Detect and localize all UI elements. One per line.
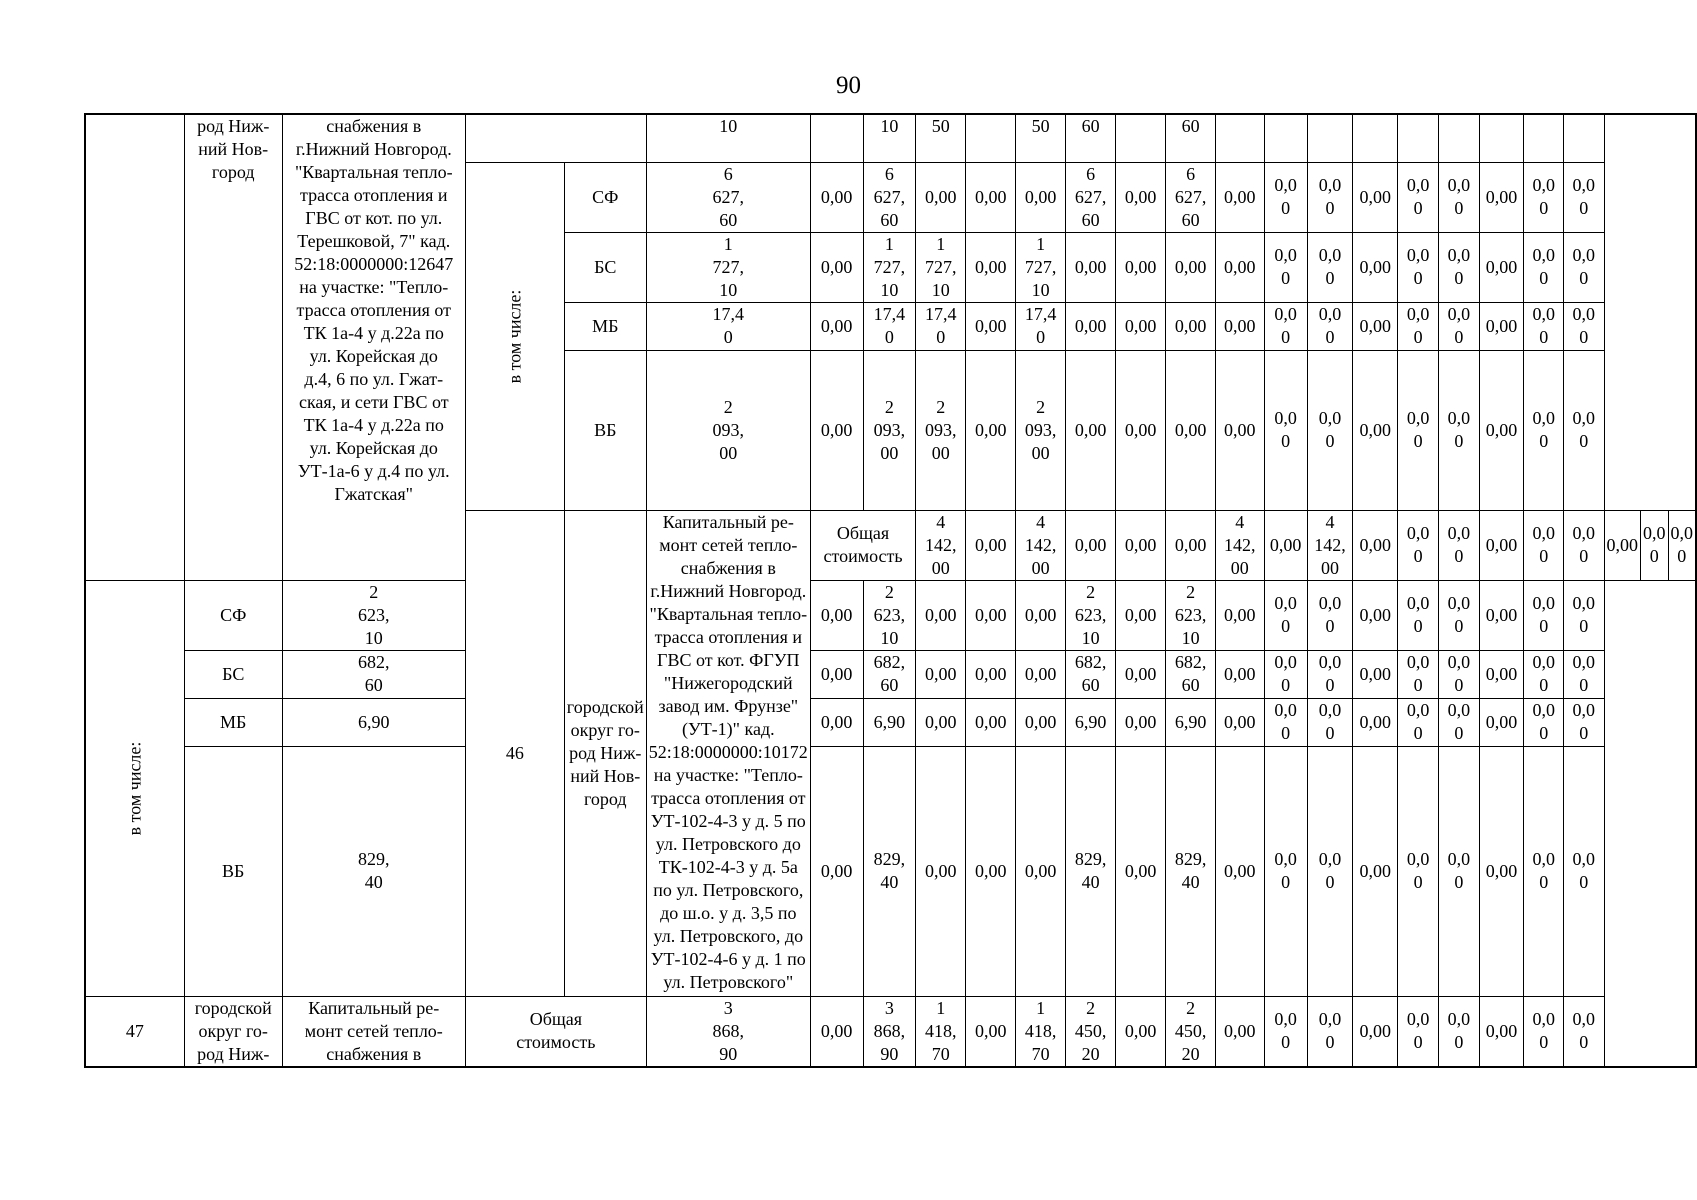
- value-cell: 0,00: [1479, 162, 1524, 232]
- value-cell: 4 142, 00: [1016, 510, 1066, 580]
- value-cell: 0,00: [1116, 698, 1166, 746]
- value-cell: 0,00: [966, 162, 1016, 232]
- value-cell: 0,00: [1479, 698, 1524, 746]
- value-cell: 4 142, 00: [916, 510, 966, 580]
- value-cell: 0,00: [1216, 996, 1264, 1067]
- value-cell: 6 627, 60: [646, 162, 810, 232]
- value-cell: 0,0 0: [1398, 510, 1439, 580]
- value-cell: 0,00: [1066, 510, 1116, 580]
- value-cell: 0,0 0: [1439, 302, 1479, 350]
- value-cell: 0,0 0: [1524, 698, 1563, 746]
- value-cell: 6,90: [1166, 698, 1216, 746]
- value-cell: 0,00: [1353, 232, 1398, 302]
- value-cell: 4 142, 00: [1307, 510, 1352, 580]
- value-cell: 0,0 0: [1439, 232, 1479, 302]
- value-cell: 0,00: [966, 510, 1016, 580]
- value-cell: 0,00: [1479, 350, 1524, 510]
- value-cell: 0,00: [1116, 232, 1166, 302]
- value-cell: 0,00: [1166, 302, 1216, 350]
- value-cell: 6,90: [282, 698, 465, 746]
- value-cell: 0,00: [966, 746, 1016, 996]
- value-cell: 0,00: [1016, 650, 1066, 698]
- value-cell: 0,00: [1216, 162, 1264, 232]
- table-row: [85, 114, 1696, 162]
- value-cell: 2 093, 00: [646, 350, 810, 510]
- value-cell: 0,0 0: [1563, 302, 1604, 350]
- value-cell: 0,0 0: [1264, 650, 1307, 698]
- value-cell: 0,00: [1353, 510, 1398, 580]
- item-number: [85, 114, 184, 580]
- value-cell: 2 623, 10: [282, 580, 465, 650]
- value-cell: 0,00: [1066, 302, 1116, 350]
- value-cell: 0,00: [1216, 302, 1264, 350]
- source-label: БС: [184, 650, 282, 698]
- value-cell: 17,4 0: [863, 302, 916, 350]
- value-cell: 0,00: [1479, 650, 1524, 698]
- value-cell: 0,00: [966, 996, 1016, 1067]
- value-cell: 0,00: [1116, 510, 1166, 580]
- value-cell: 0,0 0: [1264, 302, 1307, 350]
- value-cell: 2 093, 00: [916, 350, 966, 510]
- value-cell: 0,00: [1604, 510, 1641, 580]
- value-cell: 0,0 0: [1524, 302, 1563, 350]
- value-cell: 0,0 0: [1264, 580, 1307, 650]
- value-cell: 0,0 0: [1439, 350, 1479, 510]
- value-cell: 0,00: [916, 650, 966, 698]
- value-cell: 0,0 0: [1524, 746, 1563, 996]
- value-cell: 0,00: [966, 650, 1016, 698]
- municipality-cell: городской округ го- род Ниж-: [184, 996, 282, 1067]
- value-cell: 0,00: [1166, 350, 1216, 510]
- value-cell: 829, 40: [1066, 746, 1116, 996]
- value-cell: 0,0 0: [1439, 580, 1479, 650]
- program-table: [84, 113, 1697, 1068]
- value-cell: 0,00: [1353, 996, 1398, 1067]
- value-cell: [1307, 114, 1352, 162]
- value-cell: 0,00: [1353, 746, 1398, 996]
- value-cell: 0,0 0: [1307, 698, 1352, 746]
- value-cell: 0,00: [966, 580, 1016, 650]
- value-cell: 0,00: [810, 302, 863, 350]
- value-cell: 0,0 0: [1398, 746, 1439, 996]
- value-cell: 0,0 0: [1307, 162, 1352, 232]
- table-row: [85, 650, 1696, 698]
- value-cell: 3 868, 90: [863, 996, 916, 1067]
- value-cell: 0,00: [810, 350, 863, 510]
- value-cell: 0,0 0: [1439, 510, 1479, 580]
- value-cell: 0,0 0: [1563, 232, 1604, 302]
- value-cell: 0,00: [1216, 746, 1264, 996]
- value-cell: 0,0 0: [1524, 996, 1563, 1067]
- in-that-label: [465, 162, 564, 510]
- value-cell: 0,00: [1479, 746, 1524, 996]
- value-cell: [1439, 114, 1479, 162]
- value-cell: 682, 60: [1166, 650, 1216, 698]
- value-cell: 0,00: [810, 698, 863, 746]
- value-cell: 0,00: [1016, 162, 1066, 232]
- value-cell: 0,00: [1166, 232, 1216, 302]
- value-cell: 0,00: [1353, 580, 1398, 650]
- value-cell: 829, 40: [282, 746, 465, 996]
- value-cell: 0,0 0: [1563, 162, 1604, 232]
- value-cell: 0,0 0: [1307, 580, 1352, 650]
- value-cell: 0,00: [1479, 996, 1524, 1067]
- table-row: [85, 746, 1696, 996]
- table-row: [85, 996, 1696, 1067]
- value-cell: 0,0 0: [1398, 232, 1439, 302]
- value-cell: 0,0 0: [1398, 580, 1439, 650]
- value-cell: 0,0 0: [1264, 162, 1307, 232]
- value-cell: 0,0 0: [1398, 350, 1439, 510]
- value-cell: 6 627, 60: [1066, 162, 1116, 232]
- in-that-label-text: в том числе:: [504, 289, 525, 383]
- value-cell: 0,00: [916, 580, 966, 650]
- value-cell: 0,00: [1166, 510, 1216, 580]
- value-cell: 17,4 0: [1016, 302, 1066, 350]
- table-row: [85, 698, 1696, 746]
- value-cell: 829, 40: [863, 746, 916, 996]
- value-cell: 1 727, 10: [863, 232, 916, 302]
- value-cell: 0,0 0: [1398, 996, 1439, 1067]
- value-cell: 0,0 0: [1524, 162, 1563, 232]
- value-cell: 0,00: [1353, 650, 1398, 698]
- value-cell: 0,0 0: [1398, 302, 1439, 350]
- value-cell: 0,0 0: [1398, 698, 1439, 746]
- value-cell: 0,0 0: [1524, 510, 1563, 580]
- value-cell: 0,00: [1353, 162, 1398, 232]
- value-cell: 1 418, 70: [916, 996, 966, 1067]
- value-cell: 0,00: [1116, 302, 1166, 350]
- value-cell: 60: [1066, 114, 1116, 162]
- value-cell: 17,4 0: [646, 302, 810, 350]
- value-cell: 0,00: [916, 162, 966, 232]
- value-cell: [1479, 114, 1524, 162]
- description-cell: Капитальный ре- монт сетей тепло- снабжения в г.Нижний Новгород. "Квартальная тепло- трасса отопления и ГВС от кот. ФГУП "Нижегородский завод им. Фрунзе" (УТ-1)" кад. 52:18:0000000:10172 на участке: "Тепло- трасса отопления от УТ-102-4-3 у д. 5 по ул. Петровского до ТК-102-4-3 у д. 5а по ул. Петровского, до ш.о. у д. 3,5 по ул. Петровского, до УТ-102-4-6 у д. 1 по ул. Петровского": [646, 510, 810, 996]
- item-number: 47: [85, 996, 184, 1067]
- value-cell: 682, 60: [863, 650, 916, 698]
- value-cell: 6 627, 60: [863, 162, 916, 232]
- value-cell: 1 727, 10: [1016, 232, 1066, 302]
- value-cell: 0,0 0: [1264, 996, 1307, 1067]
- value-cell: 0,00: [1479, 302, 1524, 350]
- value-cell: 0,00: [1066, 232, 1116, 302]
- value-cell: 0,00: [1016, 580, 1066, 650]
- value-cell: 1 418, 70: [1016, 996, 1066, 1067]
- value-cell: 0,0 0: [1398, 162, 1439, 232]
- value-cell: 3 868, 90: [646, 996, 810, 1067]
- value-cell: 2 623, 10: [1166, 580, 1216, 650]
- item-number: 46: [465, 510, 564, 996]
- total-label: Общая стоимость: [810, 510, 915, 580]
- value-cell: 0,0 0: [1563, 698, 1604, 746]
- total-label: Общая стоимость: [465, 996, 646, 1067]
- value-cell: 0,0 0: [1439, 746, 1479, 996]
- value-cell: 0,0 0: [1439, 996, 1479, 1067]
- value-cell: 0,00: [810, 996, 863, 1067]
- value-cell: 0,00: [1216, 350, 1264, 510]
- source-label: БС: [564, 232, 646, 302]
- source-label: СФ: [564, 162, 646, 232]
- value-cell: 0,0 0: [1307, 746, 1352, 996]
- source-label: СФ: [184, 580, 282, 650]
- value-cell: 0,0 0: [1563, 580, 1604, 650]
- source-label: МБ: [184, 698, 282, 746]
- value-cell: 0,0 0: [1563, 996, 1604, 1067]
- value-cell: 1 727, 10: [646, 232, 810, 302]
- source-label: ВБ: [184, 746, 282, 996]
- value-cell: 0,00: [1116, 350, 1166, 510]
- value-cell: 0,00: [1479, 580, 1524, 650]
- value-cell: 0,00: [966, 232, 1016, 302]
- value-cell: 0,00: [966, 698, 1016, 746]
- value-cell: [1264, 114, 1307, 162]
- value-cell: 0,0 0: [1307, 650, 1352, 698]
- value-cell: 0,0 0: [1307, 350, 1352, 510]
- value-cell: 0,00: [1016, 698, 1066, 746]
- value-cell: 17,4 0: [916, 302, 966, 350]
- value-cell: 0,00: [916, 746, 966, 996]
- value-cell: [1398, 114, 1439, 162]
- value-cell: [1563, 114, 1604, 162]
- value-cell: 0,00: [966, 302, 1016, 350]
- value-cell: [966, 114, 1016, 162]
- municipality-cell: род Ниж- ний Нов- город: [184, 114, 282, 580]
- value-cell: [1353, 114, 1398, 162]
- value-cell: 829, 40: [1166, 746, 1216, 996]
- value-cell: 0,00: [1353, 350, 1398, 510]
- value-cell: 0,0 0: [1668, 510, 1696, 580]
- value-cell: 0,00: [1353, 698, 1398, 746]
- value-cell: 50: [1016, 114, 1066, 162]
- value-cell: 0,00: [1216, 650, 1264, 698]
- value-cell: 6,90: [863, 698, 916, 746]
- value-cell: 2 450, 20: [1066, 996, 1116, 1067]
- value-cell: 0,00: [1066, 350, 1116, 510]
- value-cell: 0,00: [1216, 232, 1264, 302]
- value-cell: [1216, 114, 1264, 162]
- value-cell: 6 627, 60: [1166, 162, 1216, 232]
- value-cell: 0,00: [1353, 302, 1398, 350]
- value-cell: 1 727, 10: [916, 232, 966, 302]
- value-cell: 0,0 0: [1439, 162, 1479, 232]
- value-cell: 0,0 0: [1563, 746, 1604, 996]
- value-cell: 0,0 0: [1307, 232, 1352, 302]
- value-cell: 0,0 0: [1524, 232, 1563, 302]
- value-cell: 2 093, 00: [1016, 350, 1066, 510]
- value-cell: 2 623, 10: [863, 580, 916, 650]
- table-row: [85, 580, 1696, 650]
- value-cell: 0,00: [1479, 232, 1524, 302]
- value-cell: 0,00: [1216, 580, 1264, 650]
- value-cell: 10: [646, 114, 810, 162]
- value-cell: 0,0 0: [1264, 232, 1307, 302]
- value-cell: 0,00: [810, 650, 863, 698]
- value-cell: 0,00: [1264, 510, 1307, 580]
- value-cell: 682, 60: [1066, 650, 1116, 698]
- value-cell: 0,00: [1479, 510, 1524, 580]
- value-cell: 50: [916, 114, 966, 162]
- value-cell: 0,00: [810, 232, 863, 302]
- value-cell: 0,00: [810, 580, 863, 650]
- value-cell: 0,0 0: [1524, 580, 1563, 650]
- description-cell: Капитальный ре- монт сетей тепло- снабжения в: [282, 996, 465, 1067]
- value-cell: 0,0 0: [1307, 302, 1352, 350]
- value-cell: 0,00: [1116, 650, 1166, 698]
- value-cell: 0,0 0: [1264, 350, 1307, 510]
- in-that-label: [85, 580, 184, 996]
- value-cell: 0,0 0: [1439, 650, 1479, 698]
- value-cell: 2 623, 10: [1066, 580, 1116, 650]
- value-cell: 0,0 0: [1439, 698, 1479, 746]
- value-cell: 0,0 0: [1641, 510, 1669, 580]
- value-cell: 0,00: [1116, 580, 1166, 650]
- value-cell: 0,00: [810, 746, 863, 996]
- value-cell: 0,0 0: [1398, 650, 1439, 698]
- value-cell: 682, 60: [282, 650, 465, 698]
- value-cell: 0,0 0: [1563, 350, 1604, 510]
- value-cell: 0,00: [916, 698, 966, 746]
- page-number: 90: [836, 72, 861, 99]
- value-cell: [1116, 114, 1166, 162]
- value-cell: 0,0 0: [1563, 510, 1604, 580]
- value-cell: 0,00: [1216, 698, 1264, 746]
- value-cell: 0,0 0: [1307, 996, 1352, 1067]
- source-label: ВБ: [564, 350, 646, 510]
- value-cell: 0,00: [1016, 746, 1066, 996]
- value-cell: 2 450, 20: [1166, 996, 1216, 1067]
- value-cell: 0,0 0: [1524, 350, 1563, 510]
- label-cell: [465, 114, 646, 162]
- value-cell: 0,00: [1116, 996, 1166, 1067]
- value-cell: 0,00: [1116, 746, 1166, 996]
- value-cell: 60: [1166, 114, 1216, 162]
- value-cell: 4 142, 00: [1216, 510, 1264, 580]
- value-cell: 0,00: [1116, 162, 1166, 232]
- value-cell: 0,00: [810, 162, 863, 232]
- value-cell: 6,90: [1066, 698, 1116, 746]
- value-cell: 0,0 0: [1563, 650, 1604, 698]
- value-cell: 0,0 0: [1264, 698, 1307, 746]
- value-cell: 0,0 0: [1524, 650, 1563, 698]
- value-cell: 2 093, 00: [863, 350, 916, 510]
- description-cell: снабжения в г.Нижний Новгород. "Квартальная тепло- трасса отопления и ГВС от кот. по ул. Терешковой, 7" кад. 52:18:0000000:12647 на участке: "Тепло- трасса отопления от ТК 1а-4 у д.22а по ул. Корейская до д.4, 6 по ул. Гжат- ская, и сети ГВС от ТК 1а-4 у д.22а по ул. Корейская до УТ-1а-6 у д.4 по ул. Гжатская": [282, 114, 465, 580]
- source-label: МБ: [564, 302, 646, 350]
- value-cell: 0,00: [966, 350, 1016, 510]
- municipality-cell: городской округ го- род Ниж- ний Нов- город: [564, 510, 646, 996]
- value-cell: [1524, 114, 1563, 162]
- in-that-label-text: в том числе:: [124, 741, 145, 835]
- value-cell: [810, 114, 863, 162]
- value-cell: 10: [863, 114, 916, 162]
- value-cell: 0,0 0: [1264, 746, 1307, 996]
